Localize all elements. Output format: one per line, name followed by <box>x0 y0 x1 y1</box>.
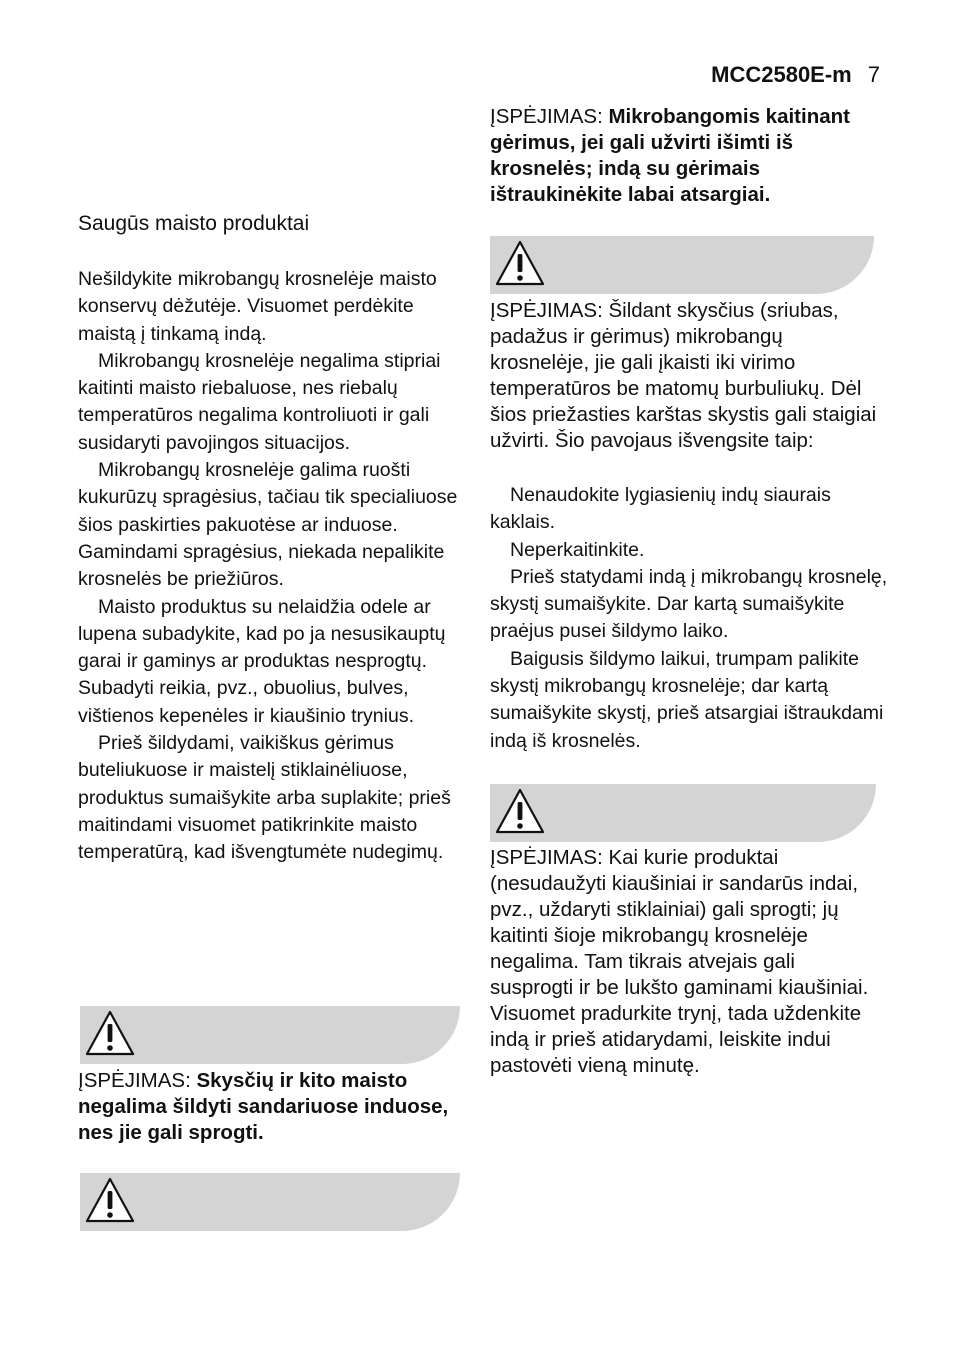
paragraph: Mikrobangų krosnelėje galima ruošti kukurūzų spragėsius, tačiau tik specialiuose šios paskirties pakuotėse ar induose. Gamindami spragėsius, niekada nepalikite krosnelės be priežiūros. <box>78 459 458 591</box>
list-item: Neperkaitinkite. <box>510 538 645 561</box>
warning-banner <box>490 236 874 294</box>
list-item: Nenaudokite lygiasienių indų siaurais kaklais. <box>490 484 831 534</box>
paragraph: Maisto produktus su nelaidžia odele ar lupena subadykite, kad po ja nesusikauptų garai ir gaminys ar produktas nesprogtų. Subadyti reikia, pvz., obuolius, bulves, vištienos kepenėles ir kiaušinio trynius. <box>78 595 446 727</box>
warning-banner <box>490 784 876 842</box>
warning-triangle-icon <box>84 1009 136 1057</box>
warning-eggs: ĮSPĖJIMAS: Kai kurie produktai (nesudaužyti kiaušiniai ir sandarūs indai, pvz., uždaryti stiklainiai) gali sprogti; jų kaitinti šioje mikrobangų krosnelėje negalima. Tam tikrais atvejais gali susprogti ir be lukšto gaminami kiaušiniai. Visuomet pradurkite trynį, tada uždenkite indą ir prieš atidarydami, leiskite indui pastovėti vieną minutę. <box>490 846 869 1077</box>
left-body-text <box>78 266 468 867</box>
warning-banner <box>80 1006 460 1064</box>
warning-sealed-containers <box>78 1068 468 1146</box>
warning-liquids: ĮSPĖJIMAS: Šildant skysčius (sriubas, padažus ir gėrimus) mikrobangų krosnelėje, jie gali įkaisti iki virimo temperatūros be matomų burbuliukų. Dėl šios priežasties karštas skystis gali staigiai užvirti. Šio pavojaus išvengsite taip: <box>490 299 877 452</box>
model-name: MCC2580E-m <box>711 62 852 87</box>
list-item: Prieš statydami indą į mikrobangų krosnelę, skystį sumaišykite. Dar kartą sumaišykite praėjus pusei šildymo laiko. <box>490 565 888 643</box>
paragraph: Nešildykite mikrobangų krosnelėje maisto konservų dėžutėje. Visuomet perdėkite maistą į tinkamą indą. <box>78 268 437 345</box>
warning-banner <box>80 1173 460 1231</box>
warning-text: Mikrobangomis kaitinant gėrimus, jei gali užvirti išimti iš krosnelės; indą su gėrimais ištraukinėkite labai atsargiai. <box>490 105 850 206</box>
warning-triangle-icon <box>84 1176 136 1224</box>
section-title: Saugūs maisto produktai <box>78 212 310 235</box>
warning-triangle-icon <box>494 787 546 835</box>
page-header <box>711 62 880 88</box>
page-number: 7 <box>867 62 880 87</box>
liquid-steps <box>490 482 890 755</box>
warning-text: Skysčių ir kito maisto negalima šildyti sandariuose induose, nes jie gali sprogti. <box>78 1069 449 1144</box>
paragraph: Prieš šildydami, vaikiškus gėrimus buteliukuose ir maistelį stiklainėliuose, produktus sumaišykite arba suplakite; prieš maitindami visuomet patikrinkite maisto temperatūrą, kad išvengtumėte nudegimų. <box>78 732 451 864</box>
list-item: Baigusis šildymo laikui, trumpam palikite skystį mikrobangų krosnelėje; dar kartą sumaišykite skystį, prieš atsargiai ištraukdami indą iš krosnelės. <box>490 647 884 752</box>
warning-drinks <box>490 104 870 208</box>
paragraph: Mikrobangų krosnelėje negalima stipriai kaitinti maisto riebaluose, nes riebalų temperatūros negalima kontroliuoti ir gali susidaryti pavojingos situacijos. <box>78 349 441 454</box>
warning-triangle-icon <box>494 239 546 287</box>
warning-prefix: ĮSPĖJIMAS: <box>490 105 609 128</box>
warning-prefix: ĮSPĖJIMAS: <box>78 1069 197 1092</box>
